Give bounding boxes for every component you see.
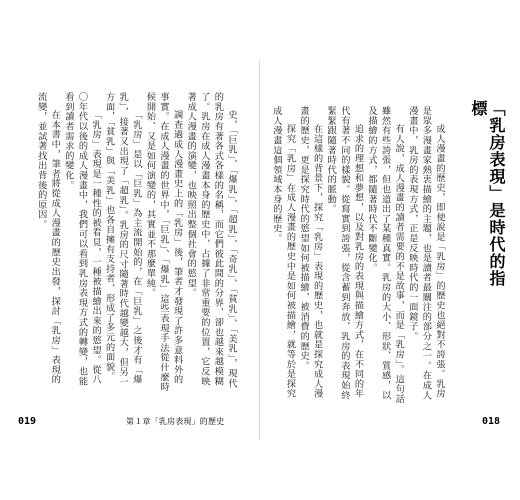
right-page: [260, 0, 520, 500]
left-paragraph-1: 史，「巨乳」、「爆乳」、「超乳」、「奇乳」、「貧乳」、「美乳」，現代的乳房有著各式各樣的名稱，而它們彼此間的分界，卻也越來越模糊了。乳房在成人漫畫本身的歷史中，占據了非常重要的位置，它反映著成人漫畫的演變，也映照出整個社會的慾望。: [185, 92, 237, 389]
right-paragraph-1: 成人漫畫的歷史，即使說是「乳房」的歷史也絕對不誇張。乳房是眾多漫畫家熱衷描繪的主題，也是讀者最關注的部分之一。在成人漫畫中，乳房的表現方式，正是反映時代的一面鏡子。: [406, 106, 445, 400]
running-head: 第１章「乳房表現」的歷史: [126, 417, 225, 426]
chapter-title: 「乳房表現」是時代的指標: [469, 100, 506, 287]
right-paragraph-3: 追求的理想和夢想，以及對乳房的表現與描繪方式，在不同的年代有著不同的樣貌。從寫實到誇張，從含蓄到奔放，乳房的表現始終緊緊跟隨著時代的脈動。: [325, 106, 364, 400]
left-body-text: [35, 92, 238, 392]
left-paragraph-2: 調查過成人漫畫史上的「乳房」後，筆者才發現了許多意料外的事實。在成人漫畫的世界中，「巨乳」、「爆乳」這些表現手法從什麼時候開始、又是如何演變的，其實並不那麼單純。: [144, 92, 183, 392]
left-page-number: 019: [18, 416, 37, 427]
left-paragraph-5: 在本書中，筆者將從成人漫畫的歷史出發，探討「乳房」表現的流變，並試著找出背後的原因。: [35, 92, 61, 385]
right-paragraph-2: 有人說，成人漫畫的讀者需要的不是故事，而是「乳房」。這句話雖然有些誇張，但也道出了某種真實。乳房的大小、形狀、質感，以及描繪的方式，都隨著時代不斷變化。: [366, 106, 405, 404]
right-body-text: [270, 106, 446, 406]
right-paragraph-5: 探究「乳房」在成人漫畫的歷史中是如何被描繪，就等於是探究成人漫畫這個領域本身的歷史。: [270, 106, 296, 399]
right-paragraph-4: 在這樣的背景下，探究「乳房」表現的歷史，也就是探究成人漫畫的歷史，更是探究時代的慾望如何被描繪、被消費的歷史。: [298, 106, 323, 399]
right-page-number: 018: [482, 416, 501, 427]
left-paragraph-4: 「乳房」表現是一種性的被看見，一種被描繪出來的慾望。從八〇年代以後的成人漫畫中，我們可以看到乳房表現方式的轉變，也能看到讀者需求的變化。: [62, 92, 102, 386]
left-paragraph-3: 「乳房」是以「巨乳」為主流開始的，在「巨乳」之後才有「爆乳」，接著又出現了「超乳」。乳房的尺寸隨著時代越變越大，但另一方面，「貧乳」與「美乳」也各自擁有支持者，形成了多元的面貌。: [103, 92, 142, 387]
